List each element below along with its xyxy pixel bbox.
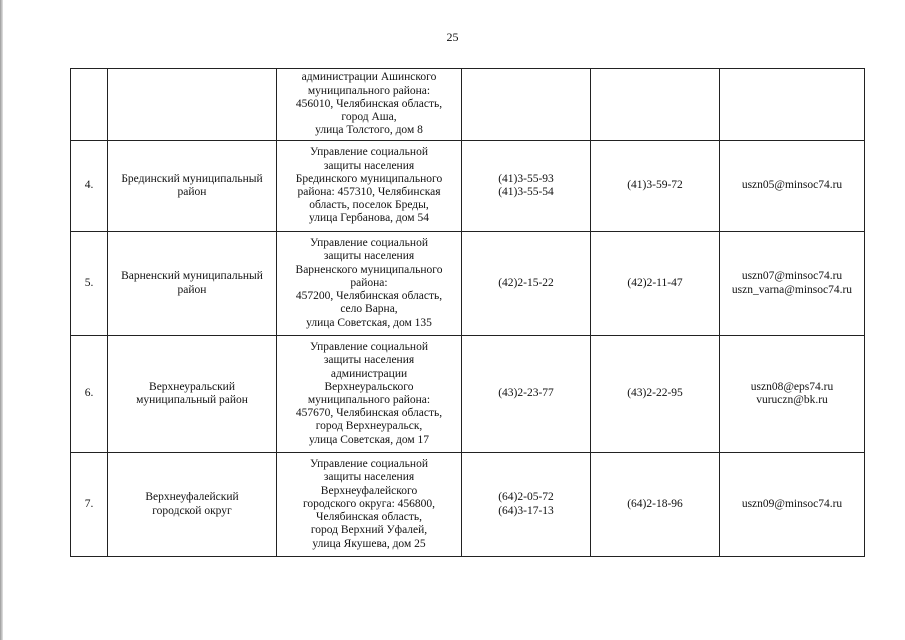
address-line: 456010, Челябинская область, [295, 97, 443, 110]
address-cell [277, 232, 462, 336]
address-cell [277, 453, 462, 557]
address-line: город Верхний Уфалей, [310, 524, 428, 537]
district-name-line: Варненский муниципальный [121, 270, 263, 283]
address-line: улица Гербанова, дом 54 [309, 212, 429, 225]
email-address: uszn_varna@minsoc74.ru [731, 283, 853, 296]
address-line: улица Якушева, дом 25 [312, 537, 426, 550]
table-row [71, 141, 865, 232]
address-line: защиты населения [323, 354, 415, 367]
address-line: село Варна, [340, 303, 398, 316]
email-cell [720, 232, 865, 336]
fax-number: (64)2-18-96 [627, 497, 683, 510]
address-cell [277, 336, 462, 453]
fax-cell [591, 69, 720, 141]
address-line: 457670, Челябинская область, [295, 407, 443, 420]
contacts-table-body [71, 69, 865, 557]
address-line: Челябинская область, [316, 511, 422, 524]
district-name-cell [108, 69, 277, 141]
district-name-cell [108, 336, 277, 453]
email-cell [720, 336, 865, 453]
address-line: Управление социальной [310, 237, 428, 250]
address-line: город Аша, [341, 111, 397, 124]
phone-cell [462, 453, 591, 557]
phone-number: (64)3-17-13 [498, 504, 554, 517]
email-address: uszn05@minsoc74.ru [741, 179, 843, 192]
phone-cell [462, 336, 591, 453]
address-cell [277, 69, 462, 141]
table-row [71, 336, 865, 453]
email-address: uszn08@eps74.ru [750, 380, 834, 393]
fax-cell [591, 336, 720, 453]
fax-cell [591, 453, 720, 557]
district-name-line: Брединский муниципальный [121, 172, 263, 185]
phone-cell [462, 232, 591, 336]
table-row [71, 232, 865, 336]
fax-number: (43)2-22-95 [627, 387, 683, 400]
phone-cell [462, 141, 591, 232]
row-number: 6. [84, 387, 94, 400]
table-row [71, 69, 865, 141]
phone-number: (41)3-55-54 [498, 186, 554, 198]
row-number: 7. [84, 497, 94, 510]
phone-number: (42)2-15-22 [498, 276, 554, 289]
district-name-cell [108, 232, 277, 336]
district-name-cell [108, 141, 277, 232]
district-name-cell [108, 453, 277, 557]
address-line: городского округа: 456800, [302, 497, 436, 510]
email-address: vuruczn@bk.ru [756, 394, 828, 406]
row-number-cell [71, 141, 108, 232]
row-number: 4. [84, 179, 94, 192]
fax-number: (41)3-59-72 [627, 179, 683, 192]
row-number-cell [71, 232, 108, 336]
row-number-cell [71, 69, 108, 141]
fax-cell [591, 141, 720, 232]
page-left-edge [0, 0, 3, 640]
address-line: 457200, Челябинская область, [295, 290, 443, 303]
address-line: улица Советская, дом 17 [308, 433, 430, 446]
address-line: района: [350, 276, 388, 289]
district-name-line: район [177, 186, 207, 198]
table-row [71, 453, 865, 557]
address-line: Управление социальной [310, 458, 428, 471]
address-line: администрации Ашинского [301, 71, 437, 84]
address-line: улица Толстого, дом 8 [315, 124, 423, 137]
row-number-cell [71, 336, 108, 453]
district-name-line: район [177, 283, 207, 296]
address-line: Брединского муниципального [295, 172, 443, 185]
district-name-line: муниципальный район [136, 394, 248, 406]
address-cell [277, 141, 462, 232]
fax-cell [591, 232, 720, 336]
email-address: uszn09@minsoc74.ru [741, 497, 843, 510]
row-number-cell [71, 453, 108, 557]
address-line: Управление социальной [310, 146, 428, 159]
address-line: муниципального района: [307, 394, 431, 406]
phone-number: (41)3-55-93 [498, 172, 554, 185]
address-line: улица Советская, дом 135 [306, 316, 432, 329]
address-line: защиты населения [323, 159, 415, 172]
email-cell [720, 69, 865, 141]
phone-number: (64)2-05-72 [498, 491, 554, 504]
address-line: муниципального района: [307, 84, 431, 97]
district-name-line: Верхнеуральский [149, 380, 235, 393]
email-cell [720, 141, 865, 232]
address-line: Варненского муниципального [295, 263, 443, 276]
address-line: района: 457310, Челябинская [297, 186, 441, 198]
address-line: защиты населения [323, 471, 415, 484]
address-line: администрации [330, 367, 408, 380]
address-line: город Верхнеуральск, [315, 420, 423, 433]
contacts-table [70, 68, 865, 557]
page-number: 25 [446, 30, 459, 44]
email-address: uszn07@minsoc74.ru [741, 270, 843, 283]
row-number: 5. [84, 276, 94, 289]
fax-number: (42)2-11-47 [627, 276, 683, 289]
district-name-line: городской округ [152, 504, 232, 517]
address-line: Верхнеуфалейского [320, 484, 418, 497]
address-line: Управление социальной [310, 341, 428, 354]
email-cell [720, 453, 865, 557]
phone-number: (43)2-23-77 [498, 387, 554, 400]
address-line: защиты населения [323, 250, 415, 263]
address-line: область, поселок Бреды, [309, 199, 429, 212]
address-line: Верхнеуральского [324, 380, 414, 393]
phone-cell [462, 69, 591, 141]
district-name-line: Верхнеуфалейский [145, 491, 239, 504]
